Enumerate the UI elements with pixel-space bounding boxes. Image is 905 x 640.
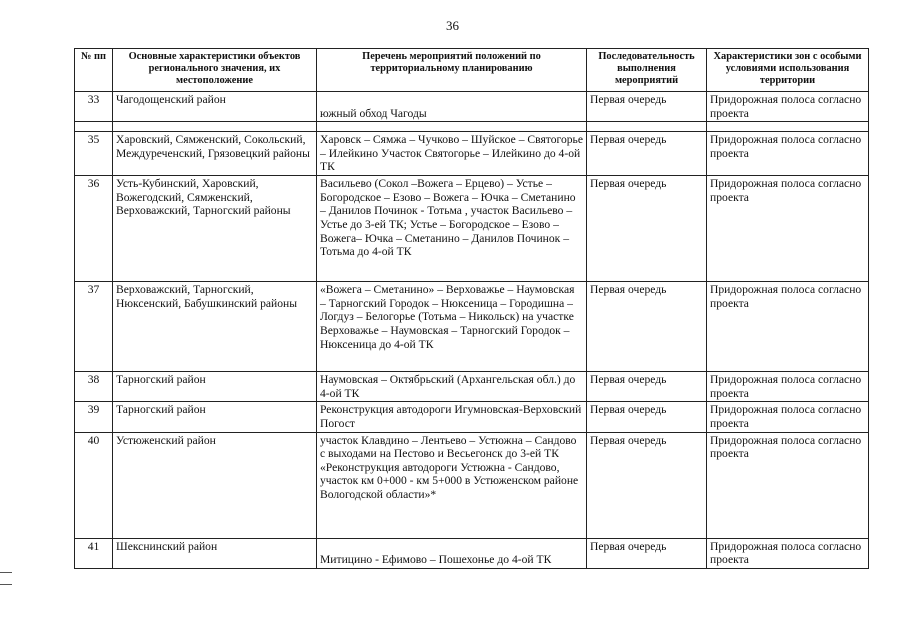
row-measures: Васильево (Сокол –Вожега – Ерцево) – Устье – Богородское – Езово – Вожега – Ючка – Сметанино – Данилов Починок - Тотьма , участок Васильево – Устье до 3-ей ТК; Устье – Богородское – Езово – Вожега– Ючка – Сметанино – Данилов Починок – Тотьма до 4-ой ТК (317, 176, 587, 282)
row-objects: Тарногский район (113, 402, 317, 432)
row-zones: Придорожная полоса согласно проекта (707, 372, 869, 402)
row-zones: Придорожная полоса согласно проекта (707, 538, 869, 568)
row-objects: Харовский, Сямженский, Сокольский, Междуреченский, Грязовецкий районы (113, 132, 317, 176)
row-zones: Придорожная полоса согласно проекта (707, 132, 869, 176)
measure-line: участок Клавдино – Лентьево – Устюжна – Сандово с выходами на Пестово и Весьегонск до 3-ей ТК (320, 433, 577, 461)
row-zones: Придорожная полоса согласно проекта (707, 282, 869, 372)
row-zones: Придорожная полоса согласно проекта (707, 402, 869, 432)
row-objects: Шекснинский район (113, 538, 317, 568)
row-zones: Придорожная полоса согласно проекта (707, 432, 869, 538)
row-measures: Митицино - Ефимово – Пошехонье до 4-ой ТК (317, 538, 587, 568)
measure-line: «Реконструкция автодороги Устюжна - Сандово, участок км 0+000 - км 5+000 в Устюженском районе Вологодской области»* (320, 460, 579, 501)
row-num: 36 (75, 176, 113, 282)
table-row (75, 538, 869, 568)
gap-cell (113, 122, 317, 132)
row-num: 35 (75, 132, 113, 176)
table-row (75, 432, 869, 538)
row-num: 37 (75, 282, 113, 372)
row-sequence: Первая очередь (587, 176, 707, 282)
row-num: 41 (75, 538, 113, 568)
gap-cell (317, 122, 587, 132)
row-zones: Придорожная полоса согласно проекта (707, 176, 869, 282)
row-num: 33 (75, 92, 113, 122)
row-num: 40 (75, 432, 113, 538)
row-objects: Устюженский район (113, 432, 317, 538)
edge-mark (0, 584, 12, 585)
planning-table (74, 48, 869, 569)
table-row (75, 402, 869, 432)
row-zones: Придорожная полоса согласно проекта (707, 92, 869, 122)
header-measures: Перечень мероприятий положений по территориальному планированию (317, 49, 587, 92)
table-row (75, 282, 869, 372)
header-zones: Характеристики зон с особыми условиями использования территории (707, 49, 869, 92)
row-measures: Наумовская – Октябрьский (Архангельская обл.) до 4-ой ТК (317, 372, 587, 402)
gap-cell (707, 122, 869, 132)
table-row (75, 132, 869, 176)
row-measures: Реконструкция автодороги Игумновская-Верховский Погост (317, 402, 587, 432)
row-sequence: Первая очередь (587, 402, 707, 432)
header-sequence: Последовательность выполнения мероприятий (587, 49, 707, 92)
row-measures: Харовск – Сямжа – Чучково – Шуйское – Святогорье – Илейкино Участок Святогорье – Илейкино до 4-ой ТК (317, 132, 587, 176)
row-objects: Чагодощенский район (113, 92, 317, 122)
row-sequence: Первая очередь (587, 538, 707, 568)
row-measures (317, 432, 587, 538)
row-sequence: Первая очередь (587, 282, 707, 372)
row-sequence: Первая очередь (587, 432, 707, 538)
row-measures: «Вожега – Сметанино» – Верховажье – Наумовская – Тарногский Городок – Нюксеница – Городишна – Логдуз – Белогорье (Тотьма – Никольск) на участке Верховажье – Наумовская – Тарногский Городок – Нюксеница до 4-ой ТК (317, 282, 587, 372)
row-num: 39 (75, 402, 113, 432)
row-sequence: Первая очередь (587, 372, 707, 402)
table-row (75, 176, 869, 282)
header-num: № пп (75, 49, 113, 92)
table-row (75, 92, 869, 122)
header-objects: Основные характеристики объектов регионального значения, их местоположение (113, 49, 317, 92)
row-objects: Усть-Кубинский, Харовский, Вожегодский, Сямженский, Верховажский, Тарногский районы (113, 176, 317, 282)
page-number: 36 (446, 18, 459, 33)
row-num: 38 (75, 372, 113, 402)
gap-cell (75, 122, 113, 132)
gap-cell (587, 122, 707, 132)
row-objects: Тарногский район (113, 372, 317, 402)
row-measures: южный обход Чагоды (317, 92, 587, 122)
row-sequence: Первая очередь (587, 132, 707, 176)
table-row (75, 372, 869, 402)
edge-mark (0, 572, 12, 573)
table-header-row (75, 49, 869, 92)
row-objects: Верховажский, Тарногский, Нюксенский, Бабушкинский районы (113, 282, 317, 372)
row-sequence: Первая очередь (587, 92, 707, 122)
table-gap-row (75, 122, 869, 132)
